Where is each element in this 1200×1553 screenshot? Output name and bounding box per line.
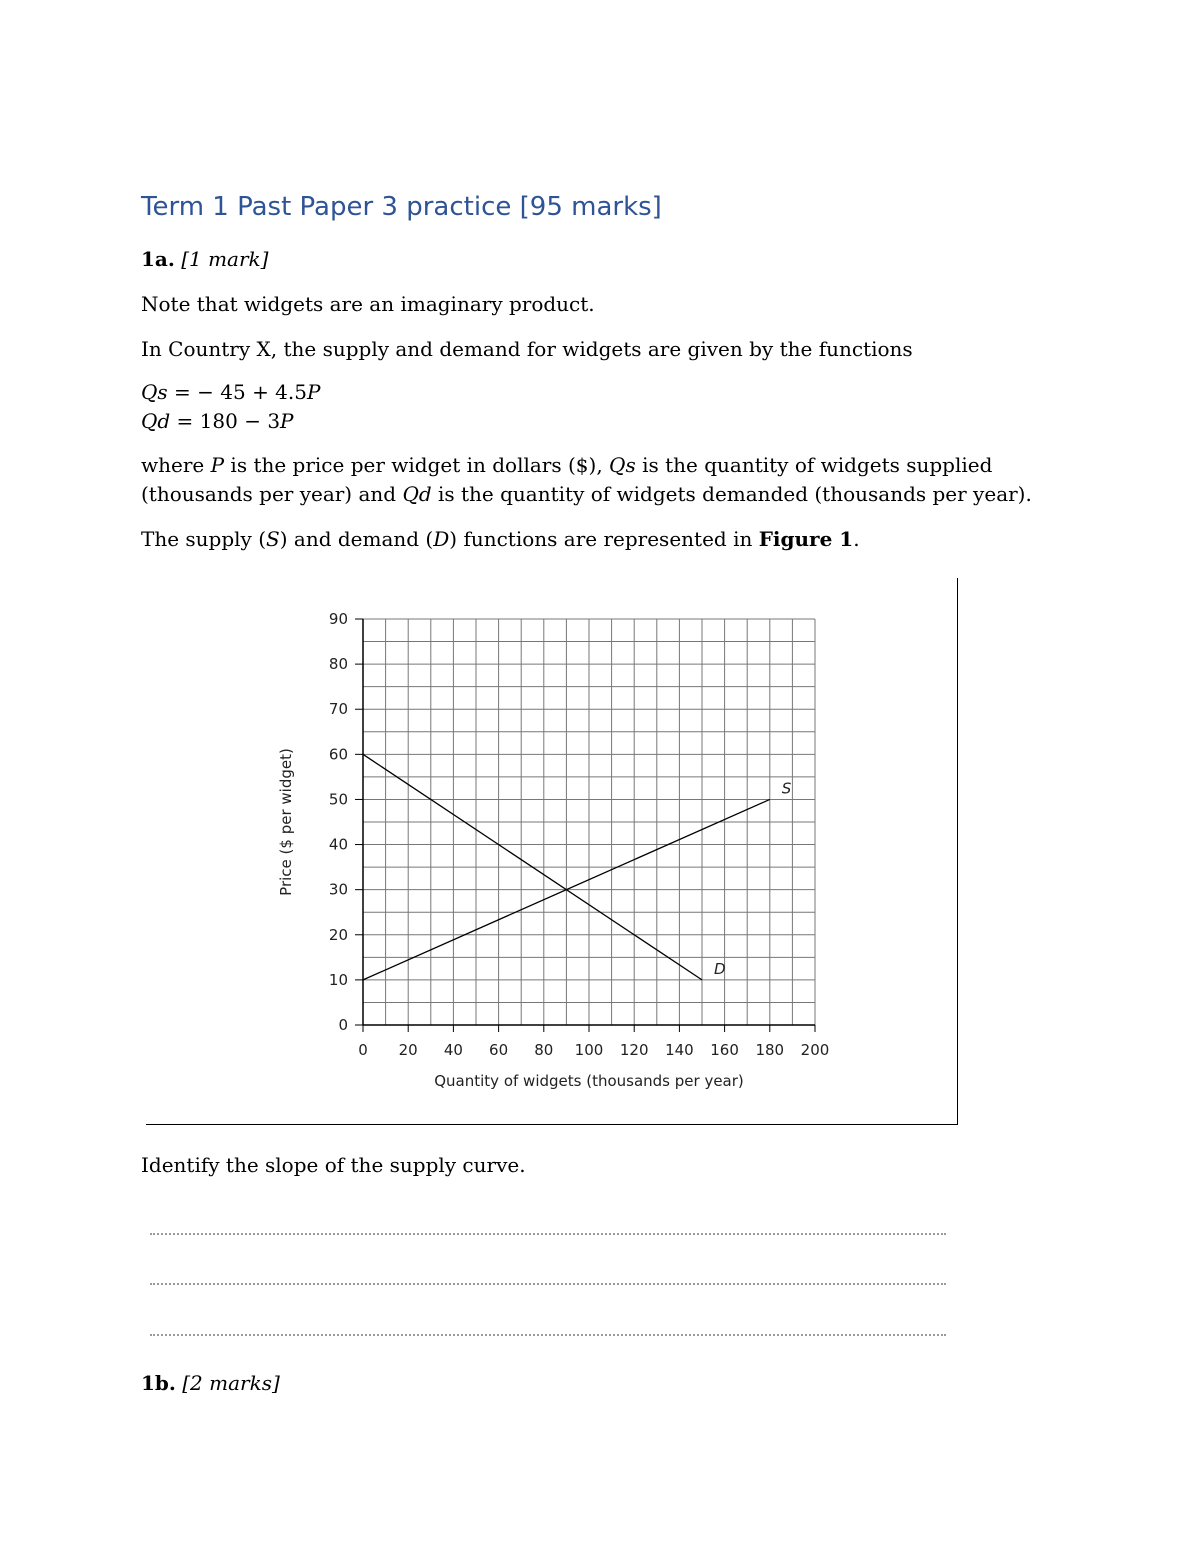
var-qd: Qd	[402, 482, 432, 506]
eq-p: P	[280, 409, 294, 433]
x-axis-label: Quantity of widgets (thousands per year)	[434, 1072, 744, 1090]
page-title: Term 1 Past Paper 3 practice [95 marks]	[141, 192, 662, 222]
question-1b-header	[141, 1369, 280, 1398]
y-tick-label: 10	[328, 970, 348, 989]
x-tick-label: 200	[800, 1041, 830, 1059]
txt: is the quantity of widgets supplied	[635, 453, 993, 477]
y-axis-label: Price ($ per widget)	[277, 748, 295, 896]
var-s: S	[266, 527, 280, 551]
y-tick-label: 50	[328, 790, 348, 809]
txt: ) functions are represented in	[449, 527, 759, 551]
var-p: P	[210, 453, 225, 477]
var-d: D	[433, 527, 450, 551]
question-number: 1b.	[141, 1371, 176, 1395]
x-tick-label: 160	[710, 1041, 739, 1059]
txt: .	[853, 527, 860, 551]
txt: The supply (	[141, 527, 267, 551]
x-tick-label: 180	[755, 1041, 785, 1059]
txt: where	[141, 453, 211, 477]
intro-text: In Country X, the supply and demand for widgets are given by the functions	[141, 337, 913, 361]
marks-label: [1 mark]	[181, 247, 269, 271]
y-tick-label: 90	[328, 610, 348, 628]
x-tick-label: 100	[574, 1041, 604, 1059]
txt: is the quantity of widgets demanded (thousands per year).	[431, 482, 1032, 506]
question-text: Identify the slope of the supply curve.	[141, 1153, 526, 1177]
x-tick-label: 140	[665, 1041, 694, 1059]
answer-line[interactable]	[150, 1283, 946, 1285]
var-qs: Qs	[609, 453, 636, 477]
txt: is the price per widget in dollars ($),	[224, 453, 610, 477]
x-tick-label: 120	[619, 1041, 649, 1059]
answer-line[interactable]	[150, 1334, 946, 1336]
y-tick-label: 20	[328, 925, 348, 944]
eq-p: P	[307, 380, 321, 404]
marks-label: [2 marks]	[182, 1371, 280, 1395]
eq-var: Qs	[141, 380, 168, 404]
y-tick-label: 80	[328, 655, 348, 674]
x-tick-label: 40	[443, 1041, 463, 1059]
eq-rhs: = 180 − 3	[170, 409, 281, 433]
chart-grid	[363, 619, 815, 1025]
x-tick-label: 20	[398, 1041, 418, 1059]
eq-rhs: = − 45 + 4.5	[167, 380, 307, 404]
chart-axes	[329, 610, 829, 1059]
x-tick-label: 0	[358, 1041, 368, 1059]
txt: ) and demand (	[279, 527, 434, 551]
y-tick-label: 60	[328, 745, 348, 764]
y-tick-label: 40	[328, 835, 348, 854]
eq-var: Qd	[141, 409, 171, 433]
question-number: 1a.	[141, 247, 175, 271]
x-tick-label: 60	[489, 1041, 509, 1059]
note-text: Note that widgets are an imaginary product.	[141, 292, 595, 316]
txt: (thousands per year) and	[141, 482, 403, 506]
answer-line[interactable]	[150, 1233, 946, 1235]
series-label-d: D	[714, 959, 726, 978]
y-tick-label: 30	[328, 880, 348, 899]
series-label-s: S	[781, 779, 792, 798]
y-tick-label: 70	[328, 700, 348, 719]
x-tick-label: 80	[534, 1041, 554, 1059]
y-tick-label: 0	[338, 1016, 348, 1034]
figure-label: Figure 1	[758, 527, 854, 551]
